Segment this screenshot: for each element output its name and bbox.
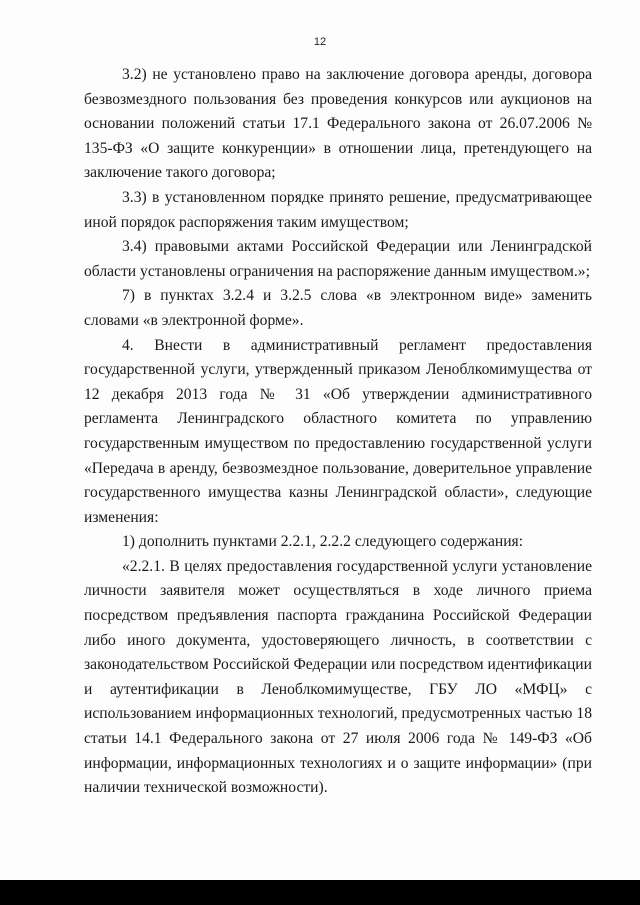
paragraph-3-4: 3.4) правовыми актами Российской Федерации или Ленинградской области установлены ограничения на распоряжение данным имуществом.»; [84,238,592,280]
paragraph-3-2: 3.2) не установлено право на заключение договора аренды, договора безвозмездного пользования без проведения конкурсов или аукционов на основании положений статьи 17.1 Федерального закона от 26.07.2006 № 135-ФЗ «О защите конкуренции» в отношении лица, претендующего на заключение такого договора; [84,66,592,182]
document-body [84,63,592,801]
paragraph-3-3: 3.3) в установленном порядке принято решение, предусматривающее иной порядок распоряжения таким имуществом; [84,188,592,231]
scan-bottom-border [0,880,640,905]
paragraph-subitem-1: 1) дополнить пунктами 2.2.1, 2.2.2 следующего содержания: [122,533,524,551]
paragraph-2-2-1: «2.2.1. В целях предоставления государственной услуги установление личности заявителя может осуществляться в ходе личного приема посредством предъявления паспорта гражданина Российской Федерации либо иного документа, удостоверяющего личность, в соответствии с законодательством Российской Федерации или посредством идентификации и аутентификации в Леноблкомимуществе, ГБУ ЛО «МФЦ» с использованием информационных технологий, предусмотренных частью 18 статьи 14.1 Федерального закона от 27 июля 2006 года № 149-ФЗ «Об информации, информационных технологиях и о защите информации» (при наличии технической возможности). [84,557,592,797]
paragraph-item-7: 7) в пунктах 3.2.4 и 3.2.5 слова «в электронном виде» заменить словами «в электронной форме». [84,287,592,329]
page-number: 12 [313,36,327,48]
paragraph-item-4: 4. Внести в административный регламент предоставления государственной услуги, утвержденный приказом Леноблкомимущества от 12 декабря 2013 года № 31 «Об утверждении административного регламента Ленинградского областного комитета по управлению государственным имуществом по предоставлению государственной услуги «Передача в аренду, безвозмездное пользование, доверительное управление государственного имущества казны Ленинградской области», следующие изменения: [84,336,592,526]
